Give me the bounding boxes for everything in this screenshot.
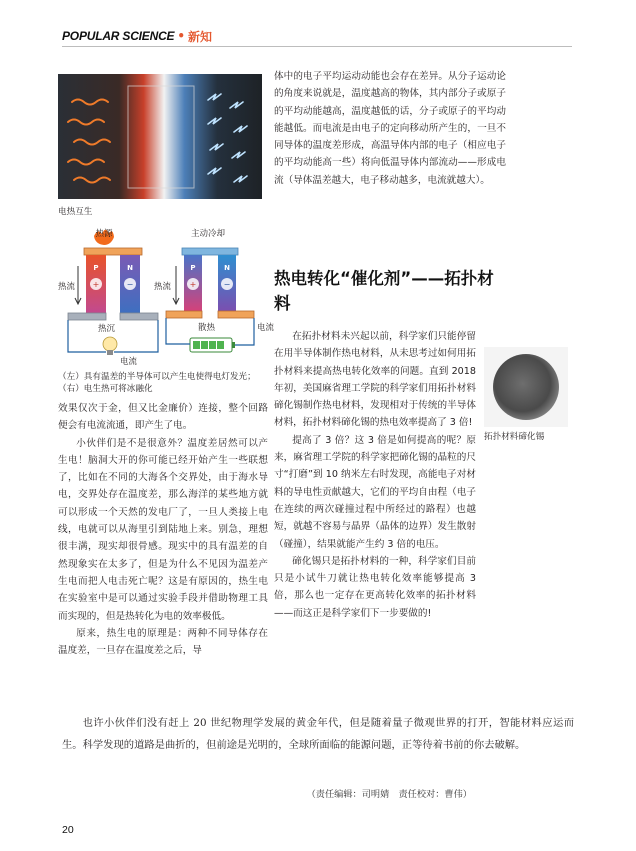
right-module <box>166 248 254 352</box>
svg-text:+: + <box>92 280 100 289</box>
label-heat-source: 热源 <box>95 229 113 239</box>
right-column-top <box>274 68 506 189</box>
magazine-brand: POPULAR SCIENCE <box>62 29 175 43</box>
thermoelectric-photo <box>58 74 262 199</box>
closing-paragraph: 也许小伙伴们没有赶上 20 世纪物理学发展的黄金年代，但是随着量子微观世界的打开，智能材料应运而生。科学发现的道路是曲折的，但前途是光明的，全球所面临的能源问题，正等待着书前的你去破解。 <box>62 717 574 751</box>
page-number: 20 <box>62 824 74 836</box>
thermoelectric-diagram <box>58 226 275 369</box>
label-heat-flow-left: 热流 <box>58 282 76 292</box>
label-p-left: P <box>93 264 99 272</box>
right-paragraph-1: 体中的电子平均运动动能也会存在差异。从分子运动论的角度来说就是，温度越高的物体，其内部分子或原子的平均动能越高，温度越低的话，分子或原子的平均动能越低。而电流是由电子的定向移动所产生的，一旦不同导体的温度差形成，高温导体内部的电子（相应电子的平均动能高一些）将向低温导体内部流动——形成电流（导体温差越大，电子移动越多，电流就越大）。 <box>274 71 506 186</box>
tin-telluride-photo <box>484 347 568 427</box>
right-column-bottom <box>274 328 476 622</box>
right-paragraph-3: 提高了 3 倍？这 3 倍是如何提高的呢？原来，麻省理工学院的科学家把碲化锡的晶粒的尺寸“打磨”到 10 纳米左右时发现，高能电子对材料的导电性贡献越大，它们的平均自由程（电子在连续的两次碰撞过程中所经过的路程）也越短，就越不容易与晶界（晶体的边界）发生散射（碰撞），结果就能产生约 3 倍的电压。 <box>274 434 476 550</box>
left-paragraph-1: 效果仅次于金，但又比金廉价）连接，整个回路便会有电流流通，即产生了电。 <box>58 403 268 432</box>
label-heat-flow-mid: 热流 <box>154 282 172 292</box>
label-current-right: 电流 <box>257 323 275 333</box>
svg-text:+: + <box>189 280 197 289</box>
editor-credits: （责任编辑：司明婧 责任校对：曹伟） <box>306 789 472 800</box>
label-current-bottom: 电流 <box>120 357 138 367</box>
svg-text:−: − <box>126 280 134 289</box>
left-column <box>58 400 268 659</box>
photo-caption: 拓扑材料碲化锡 <box>484 432 545 442</box>
label-p-right: P <box>190 264 196 272</box>
section-name: 新知 <box>188 29 213 44</box>
label-n-left: N <box>127 264 133 272</box>
right-paragraph-4: 碲化锡只是拓扑材料的一种，科学家们目前只是小试牛刀就让热电转化效率能够提高 3 倍，那么也一定存在更高转化效率的拓扑材料——而这正是科学家们下一步要做的! <box>274 555 476 619</box>
page-header <box>62 26 212 46</box>
left-module <box>68 230 158 355</box>
label-active-cooling: 主动冷却 <box>190 229 226 239</box>
header-rule <box>62 46 572 47</box>
label-n-right: N <box>224 264 230 272</box>
left-paragraph-3: 原来，热生电的原理是：两种不同导体存在温度差，一旦存在温度差之后，导 <box>58 627 268 657</box>
top-figure-caption: 电热互生 <box>58 207 93 217</box>
section-heading: 热电转化“催化剂”——拓扑材料 <box>274 269 494 313</box>
label-heat-sink: 热沉 <box>98 324 116 334</box>
label-heat-dissipation: 散热 <box>198 323 216 333</box>
diagram-caption: （左）具有温差的半导体可以产生电使得电灯发光；（右）电生热可将冰融化 <box>58 372 256 394</box>
header-dot: • <box>177 29 186 43</box>
right-paragraph-2: 在拓扑材料未兴起以前，科学家们只能停留在用半导体制作热电材料，从未思考过如何用拓扑材料来提高热电转化效率的问题。直到 2018 年初，美国麻省理工学院的科学家们用拓扑材料碲化锡制作热电材料，发现相对于传统的半导体材料，拓扑材料碲化锡的热电效率提高了 3 倍! <box>274 331 476 429</box>
svg-text:−: − <box>223 280 231 289</box>
left-paragraph-2: 小伙伴们是不是很意外？温度差居然可以产生电！脑洞大开的你可能已经开始产生一些联想了，比如在不同的大海各个交界处，由于海水导电，交界处存在温度差，那么海洋的某些地方就可以形成一个天然的发电厂了，一旦人类接上电线，电就可以从海里引到陆地上来。别急，理想很丰满，现实却很骨感。现实中的具有温差的自然现象实在太多了，但是为什么不见因为温差产生电而把人电击死亡呢？这是有原因的，热生电在实验室中是可以通过实验手段并借助物理工具而实现的，但是热转化为电的效率极低。 <box>58 437 268 622</box>
